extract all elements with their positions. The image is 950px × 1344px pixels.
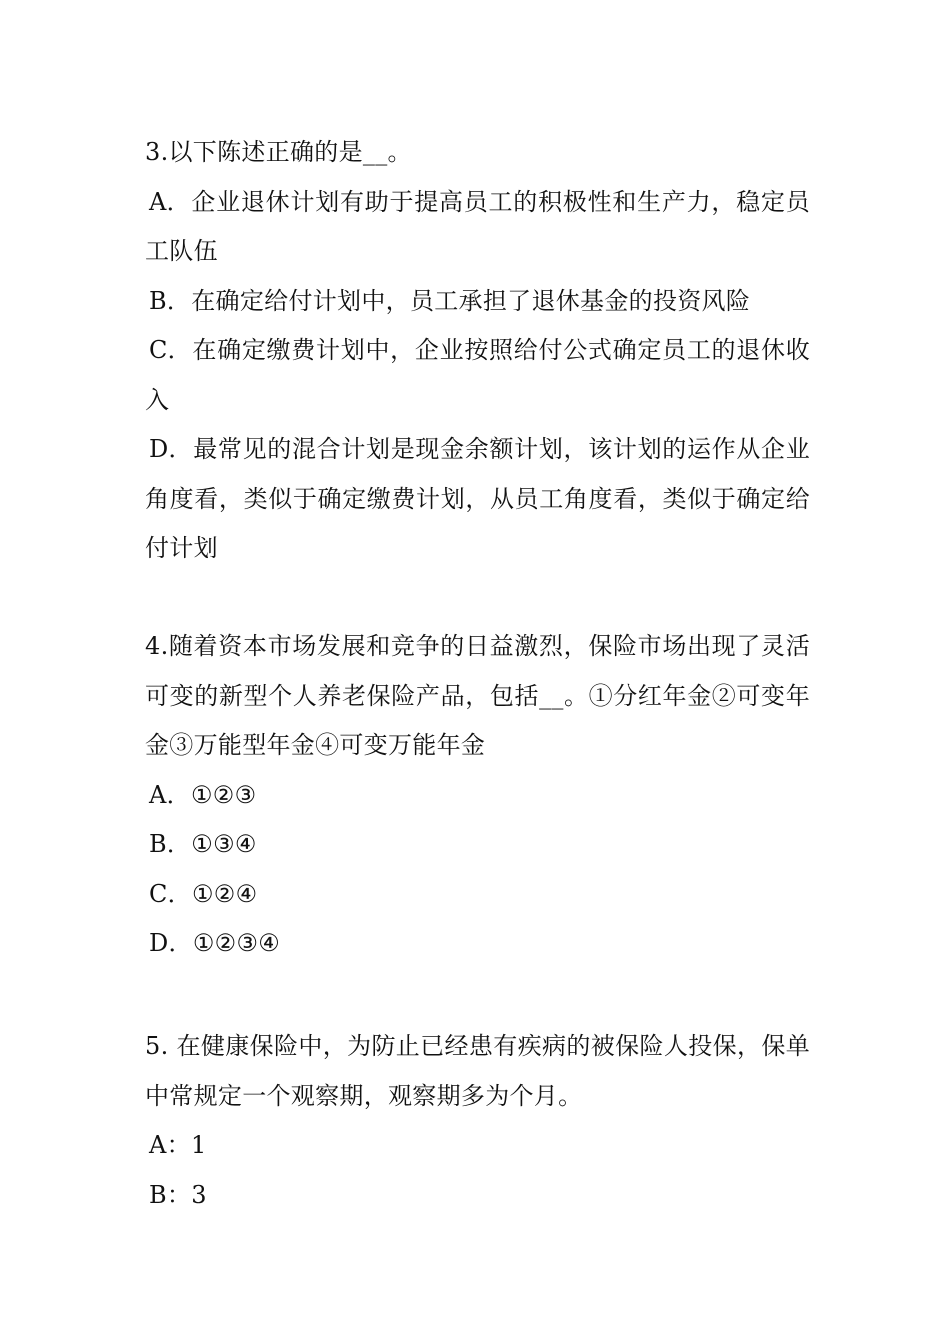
question-4 bbox=[145, 622, 810, 969]
option-a bbox=[145, 771, 810, 821]
question-3 bbox=[145, 128, 810, 574]
option-label: D． bbox=[149, 435, 193, 463]
option-label: A． bbox=[149, 780, 191, 809]
option-label: C． bbox=[149, 336, 192, 364]
option-text: 企业退休计划有助于提高员工的积极性和生产力，稳定员工队伍 bbox=[145, 187, 810, 265]
option-label: B． bbox=[149, 830, 192, 858]
question-stem: 3.以下陈述正确的是__。 bbox=[145, 138, 412, 166]
option-c bbox=[145, 326, 810, 425]
option-label: A． bbox=[149, 187, 191, 216]
option-text: ①②③ bbox=[190, 780, 257, 809]
option-b bbox=[145, 277, 810, 327]
option-text: 3 bbox=[191, 1180, 207, 1209]
option-text: 在确定缴费计划中，企业按照给付公式确定员工的退休收入 bbox=[145, 336, 810, 414]
option-label: C． bbox=[149, 879, 192, 908]
option-text: 在确定给付计划中，员工承担了退休基金的投资风险 bbox=[191, 286, 751, 315]
option-c bbox=[145, 870, 810, 920]
option-text: 1 bbox=[190, 1131, 207, 1159]
option-b bbox=[145, 1171, 810, 1221]
option-a bbox=[145, 178, 810, 277]
option-d bbox=[145, 919, 810, 969]
option-label: D． bbox=[149, 929, 193, 957]
option-b bbox=[145, 820, 810, 870]
option-text: ①②④ bbox=[191, 879, 258, 908]
question-stem: 4.随着资本市场发展和竞争的日益激烈，保险市场出现了灵活可变的新型个人养老保险产品，包括__。①分红年金②可变年金③万能型年金④可变万能年金 bbox=[145, 632, 810, 759]
question-5 bbox=[145, 1022, 810, 1220]
option-text: ①③④ bbox=[191, 830, 257, 858]
option-label: B． bbox=[149, 286, 192, 315]
option-text: ①②③④ bbox=[192, 929, 281, 957]
option-label: B： bbox=[149, 1180, 192, 1209]
option-a bbox=[145, 1121, 810, 1171]
option-d bbox=[145, 425, 810, 574]
option-label: A： bbox=[149, 1131, 191, 1159]
question-stem: 5. 在健康保险中，为防止已经患有疾病的被保险人投保，保单中常规定一个观察期，观察期多为个月。 bbox=[145, 1032, 810, 1110]
option-text: 最常见的混合计划是现金余额计划，该计划的运作从企业角度看，类似于确定缴费计划，从员工角度看，类似于确定给付计划 bbox=[145, 435, 810, 562]
